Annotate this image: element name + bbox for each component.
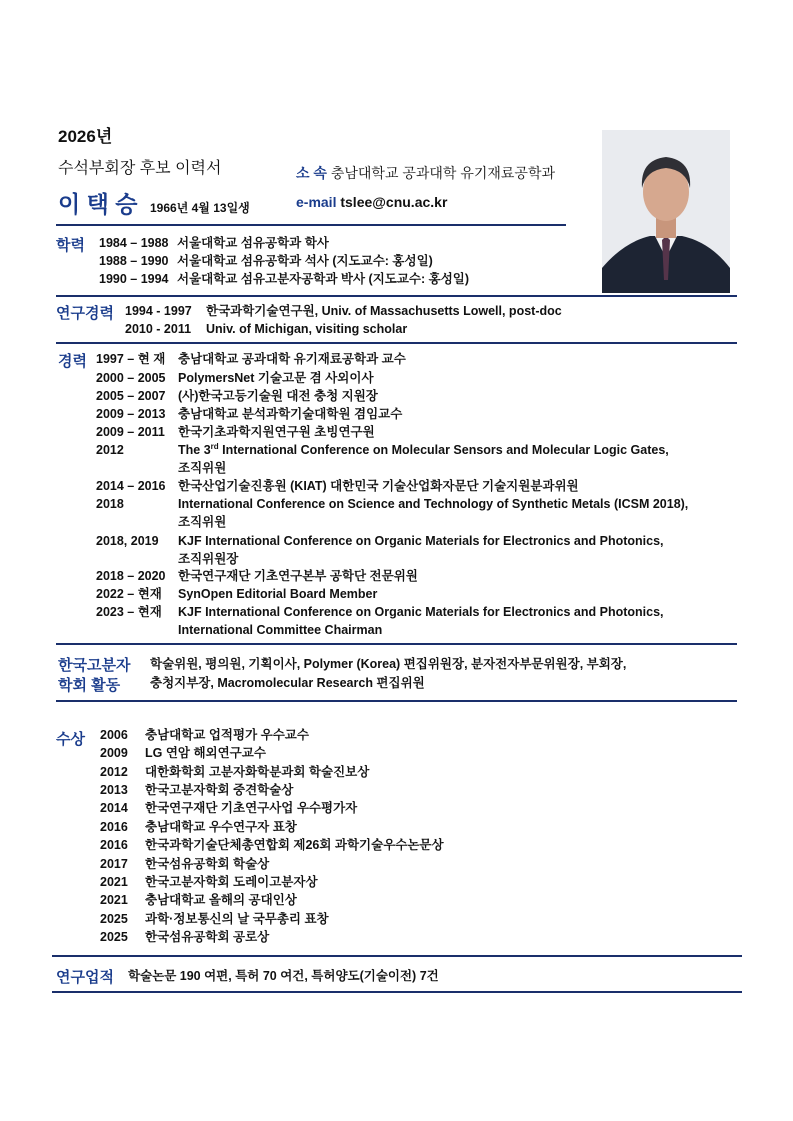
document-title: 수석부회장 후보 이력서 [58,160,222,177]
entry-year: 2016 [100,838,128,852]
career-divider [56,643,737,645]
entry-text: 서울대학교 섬유고분자공학과 박사 (지도교수: 홍성일) [177,272,470,286]
entry-text: LG 연암 해외연구교수 [145,746,266,760]
entry-text-superscript: rd [210,441,219,451]
entry-year: 2010 - 2011 [125,322,192,336]
entry-text: Univ. of Michigan, visiting scholar [206,322,408,336]
entry-year: 2017 [100,857,128,871]
birth-date: 1966년 4월 13일생 [150,201,250,215]
entry-year: 2025 [100,930,128,944]
entry-text-continued: 조직위원 [178,461,227,475]
entry-year: 2012 [100,765,128,779]
entry-year: 2018 – 2020 [96,569,166,583]
entry-text: 한국고분자학회 도레이고분자상 [145,875,318,889]
entry-year: 2022 – 현재 [96,587,162,601]
awards-divider [52,955,742,957]
entry-text [178,441,669,459]
entry-year: 2018, 2019 [96,534,159,548]
career-title: 경력 [58,353,87,370]
entry-text: 서울대학교 섬유공학과 학사 [177,236,329,250]
entry-text-continued: International Committee Chairman [178,623,383,637]
email-label: e-mail [296,194,337,210]
entry-year: 2018 [96,497,124,511]
affiliation-label: 소 속 [296,165,327,181]
affiliation-value: 충남대학교 공과대학 유기재료공학과 [330,165,556,181]
entry-text: (사)한국고등기술원 대전 충청 지원장 [178,389,378,403]
entry-year: 1994 - 1997 [125,304,192,318]
society-line2: 충청지부장, Macromolecular Research 편집위원 [150,676,425,690]
entry-text: 한국산업기술진흥원 (KIAT) 대한민국 기술산업화자문단 기술지원분과위원 [178,479,579,493]
year-heading: 2026년 [58,127,113,146]
entry-text: International Conference on Science and Technology of Synthetic Metals (ICSM 2018), [178,497,689,511]
entry-year: 2012 [96,443,124,457]
entry-year: 2009 – 2011 [96,425,165,439]
entry-text-part: The 3 [178,443,211,457]
entry-text: KJF International Conference on Organic Materials for Electronics and Photonics, [178,534,664,548]
society-line1: 학술위원, 평의원, 기획이사, Polymer (Korea) 편집위원장, 분자전자부문위원장, 부회장, [150,657,627,671]
publications-divider [52,991,742,993]
entry-year: 2006 [100,728,128,742]
entry-text: 한국과학기술연구원, Univ. of Massachusetts Lowell, post-doc [206,304,562,318]
awards-title: 수상 [56,731,85,748]
entry-text: 충남대학교 업적평가 우수교수 [145,728,309,742]
entry-text: 한국섬유공학회 공로상 [145,930,270,944]
entry-year: 2023 – 현재 [96,605,162,619]
entry-year: 2000 – 2005 [96,371,166,385]
society-title-line2: 학회 활동 [58,677,121,694]
entry-text-continued: 조직위원장 [178,552,239,566]
entry-year: 2014 – 2016 [96,479,166,493]
candidate-name: 이 택 승 [58,191,138,217]
society-title-line1: 한국고분자 [58,657,131,674]
research-title: 연구경력 [56,305,114,322]
email-value[interactable]: tslee@cnu.ac.kr [340,194,448,210]
entry-text: 충남대학교 공과대학 유기재료공학과 교수 [178,352,406,366]
affiliation-row [296,163,555,183]
education-title: 학력 [56,237,85,254]
publications-summary: 학술논문 190 여편, 특허 70 여건, 특허양도(기술이전) 7건 [128,969,439,983]
portrait-image [602,130,730,293]
entry-year: 1997 – 현 재 [96,352,166,366]
header-divider [56,224,566,226]
entry-text: 충남대학교 올해의 공대인상 [145,893,297,907]
society-divider [56,700,737,702]
email-row [296,194,447,210]
entry-text: 과학·정보통신의 날 국무총리 표창 [145,912,329,926]
entry-year: 2013 [100,783,128,797]
entry-text-part: International Conference on Molecular Sensors and Molecular Logic Gates, [218,443,669,457]
entry-text: SynOpen Editorial Board Member [178,587,378,601]
entry-text: 한국기초과학지원연구원 초빙연구원 [178,425,375,439]
entry-year: 1988 – 1990 [99,254,169,268]
entry-text: PolymersNet 기술고문 겸 사외이사 [178,371,374,385]
entry-year: 2009 – 2013 [96,407,166,421]
entry-text: 충남대학교 우수연구자 표창 [145,820,297,834]
entry-text: 서울대학교 섬유공학과 석사 (지도교수: 홍성일) [177,254,433,268]
entry-text: 한국고분자학회 중견학술상 [145,783,294,797]
entry-text: 한국연구재단 기초연구사업 우수평가자 [145,801,358,815]
entry-year: 2021 [100,893,128,907]
entry-text: 한국섬유공학회 학술상 [145,857,270,871]
entry-text: 한국과학기술단체총연합회 제26회 과학기술우수논문상 [145,838,444,852]
entry-text: 충남대학교 분석과학기술대학원 겸임교수 [178,407,403,421]
entry-year: 2014 [100,801,128,815]
entry-year: 2005 – 2007 [96,389,166,403]
entry-text-continued: 조직위원 [178,515,227,529]
education-divider [56,295,737,297]
entry-year: 1990 – 1994 [99,272,169,286]
research-divider [56,342,737,344]
entry-text: 한국연구재단 기초연구본부 공학단 전문위원 [178,569,418,583]
entry-year: 2009 [100,746,128,760]
entry-year: 1984 – 1988 [99,236,169,250]
publications-title: 연구업적 [56,969,114,986]
entry-text: 대한화학회 고분자화학분과회 학술진보상 [145,765,370,779]
profile-photo [602,130,730,293]
entry-year: 2025 [100,912,128,926]
entry-text: KJF International Conference on Organic Materials for Electronics and Photonics, [178,605,664,619]
entry-year: 2016 [100,820,128,834]
entry-year: 2021 [100,875,128,889]
